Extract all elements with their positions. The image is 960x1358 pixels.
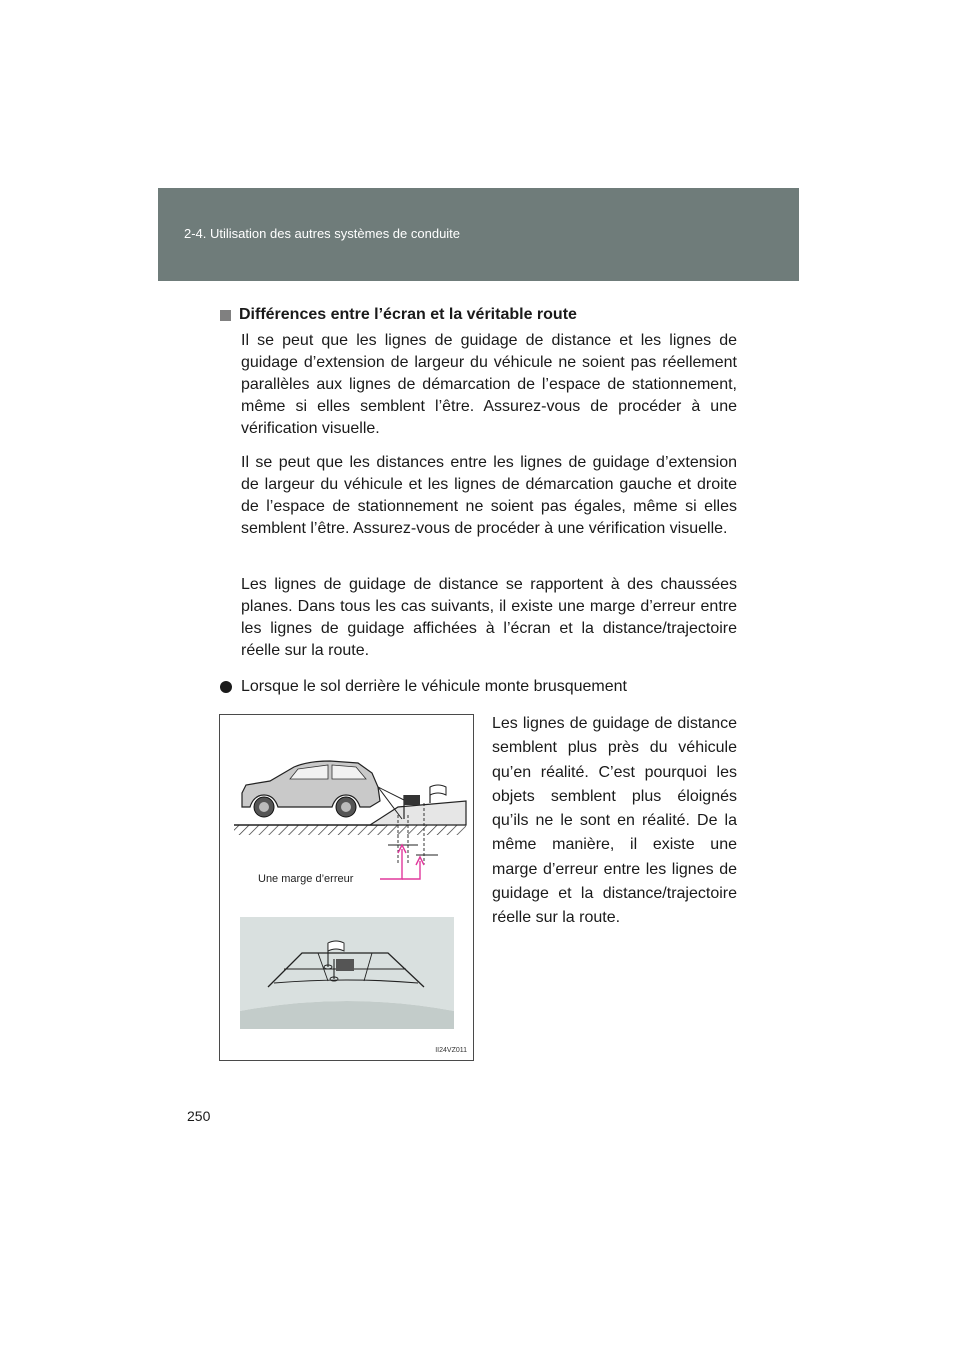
illustration-svg: [220, 715, 473, 1060]
illustration-figure: [219, 714, 474, 1061]
page-number: 250: [187, 1108, 211, 1124]
figure-code: II24VZ011: [435, 1047, 467, 1054]
flag-icon: [430, 785, 446, 803]
error-margin-arrow: [380, 849, 402, 879]
paragraph-3: Les lignes de guidage de distance se rapportent à des chaussées planes. Dans tous les cas suivants, il existe une marge d’erreur entre les lignes de guidage affichées à l’écran et la distance/trajectoire réelle sur la route.: [241, 576, 737, 659]
error-margin-label: Une marge d’erreur: [258, 873, 354, 885]
ground-hatching: [234, 825, 466, 835]
round-bullet-icon: [220, 681, 232, 693]
section-header-band: [158, 188, 799, 281]
bullet-text: Lorsque le sol derrière le véhicule monte brusquement: [241, 678, 627, 695]
car-icon: [242, 761, 380, 817]
side-paragraph: Les lignes de guidage de distance semblent plus près du véhicule qu’en réalité. C’est pourquoi les objets semblent plus éloignés qu’ils ne le sont en réalité. De la même manière, il existe une marge d’erreur entre les lignes de guidage et la distance/trajectoire réelle sur la route.: [492, 715, 737, 927]
heading-text: Différences entre l’écran et la véritable route: [239, 306, 577, 323]
section-heading: [220, 306, 577, 324]
section-title: 2-4. Utilisation des autres systèmes de conduite: [184, 226, 461, 241]
bullet-item: [220, 676, 627, 698]
camera-screen-view: [240, 917, 454, 1029]
square-bullet-icon: [220, 310, 231, 321]
paragraph-2: Il se peut que les distances entre les lignes de guidage d’extension de largeur du véhicule et les lignes de démarcation gauche et droite de l’espace de stationnement ne soient pas égales, même si elles semblent l’être. Assurez-vous de procéder à une vérification visuelle.: [241, 454, 737, 537]
paragraph-1: Il se peut que les lignes de guidage de distance et les lignes de guidage d’extension de largeur du véhicule ne soient pas réellement parallèles aux lignes de démarcation de l’espace de stationnement, même si elles semblent l’être. Assurez-vous de procéder à une vérification visuelle.: [241, 332, 737, 437]
